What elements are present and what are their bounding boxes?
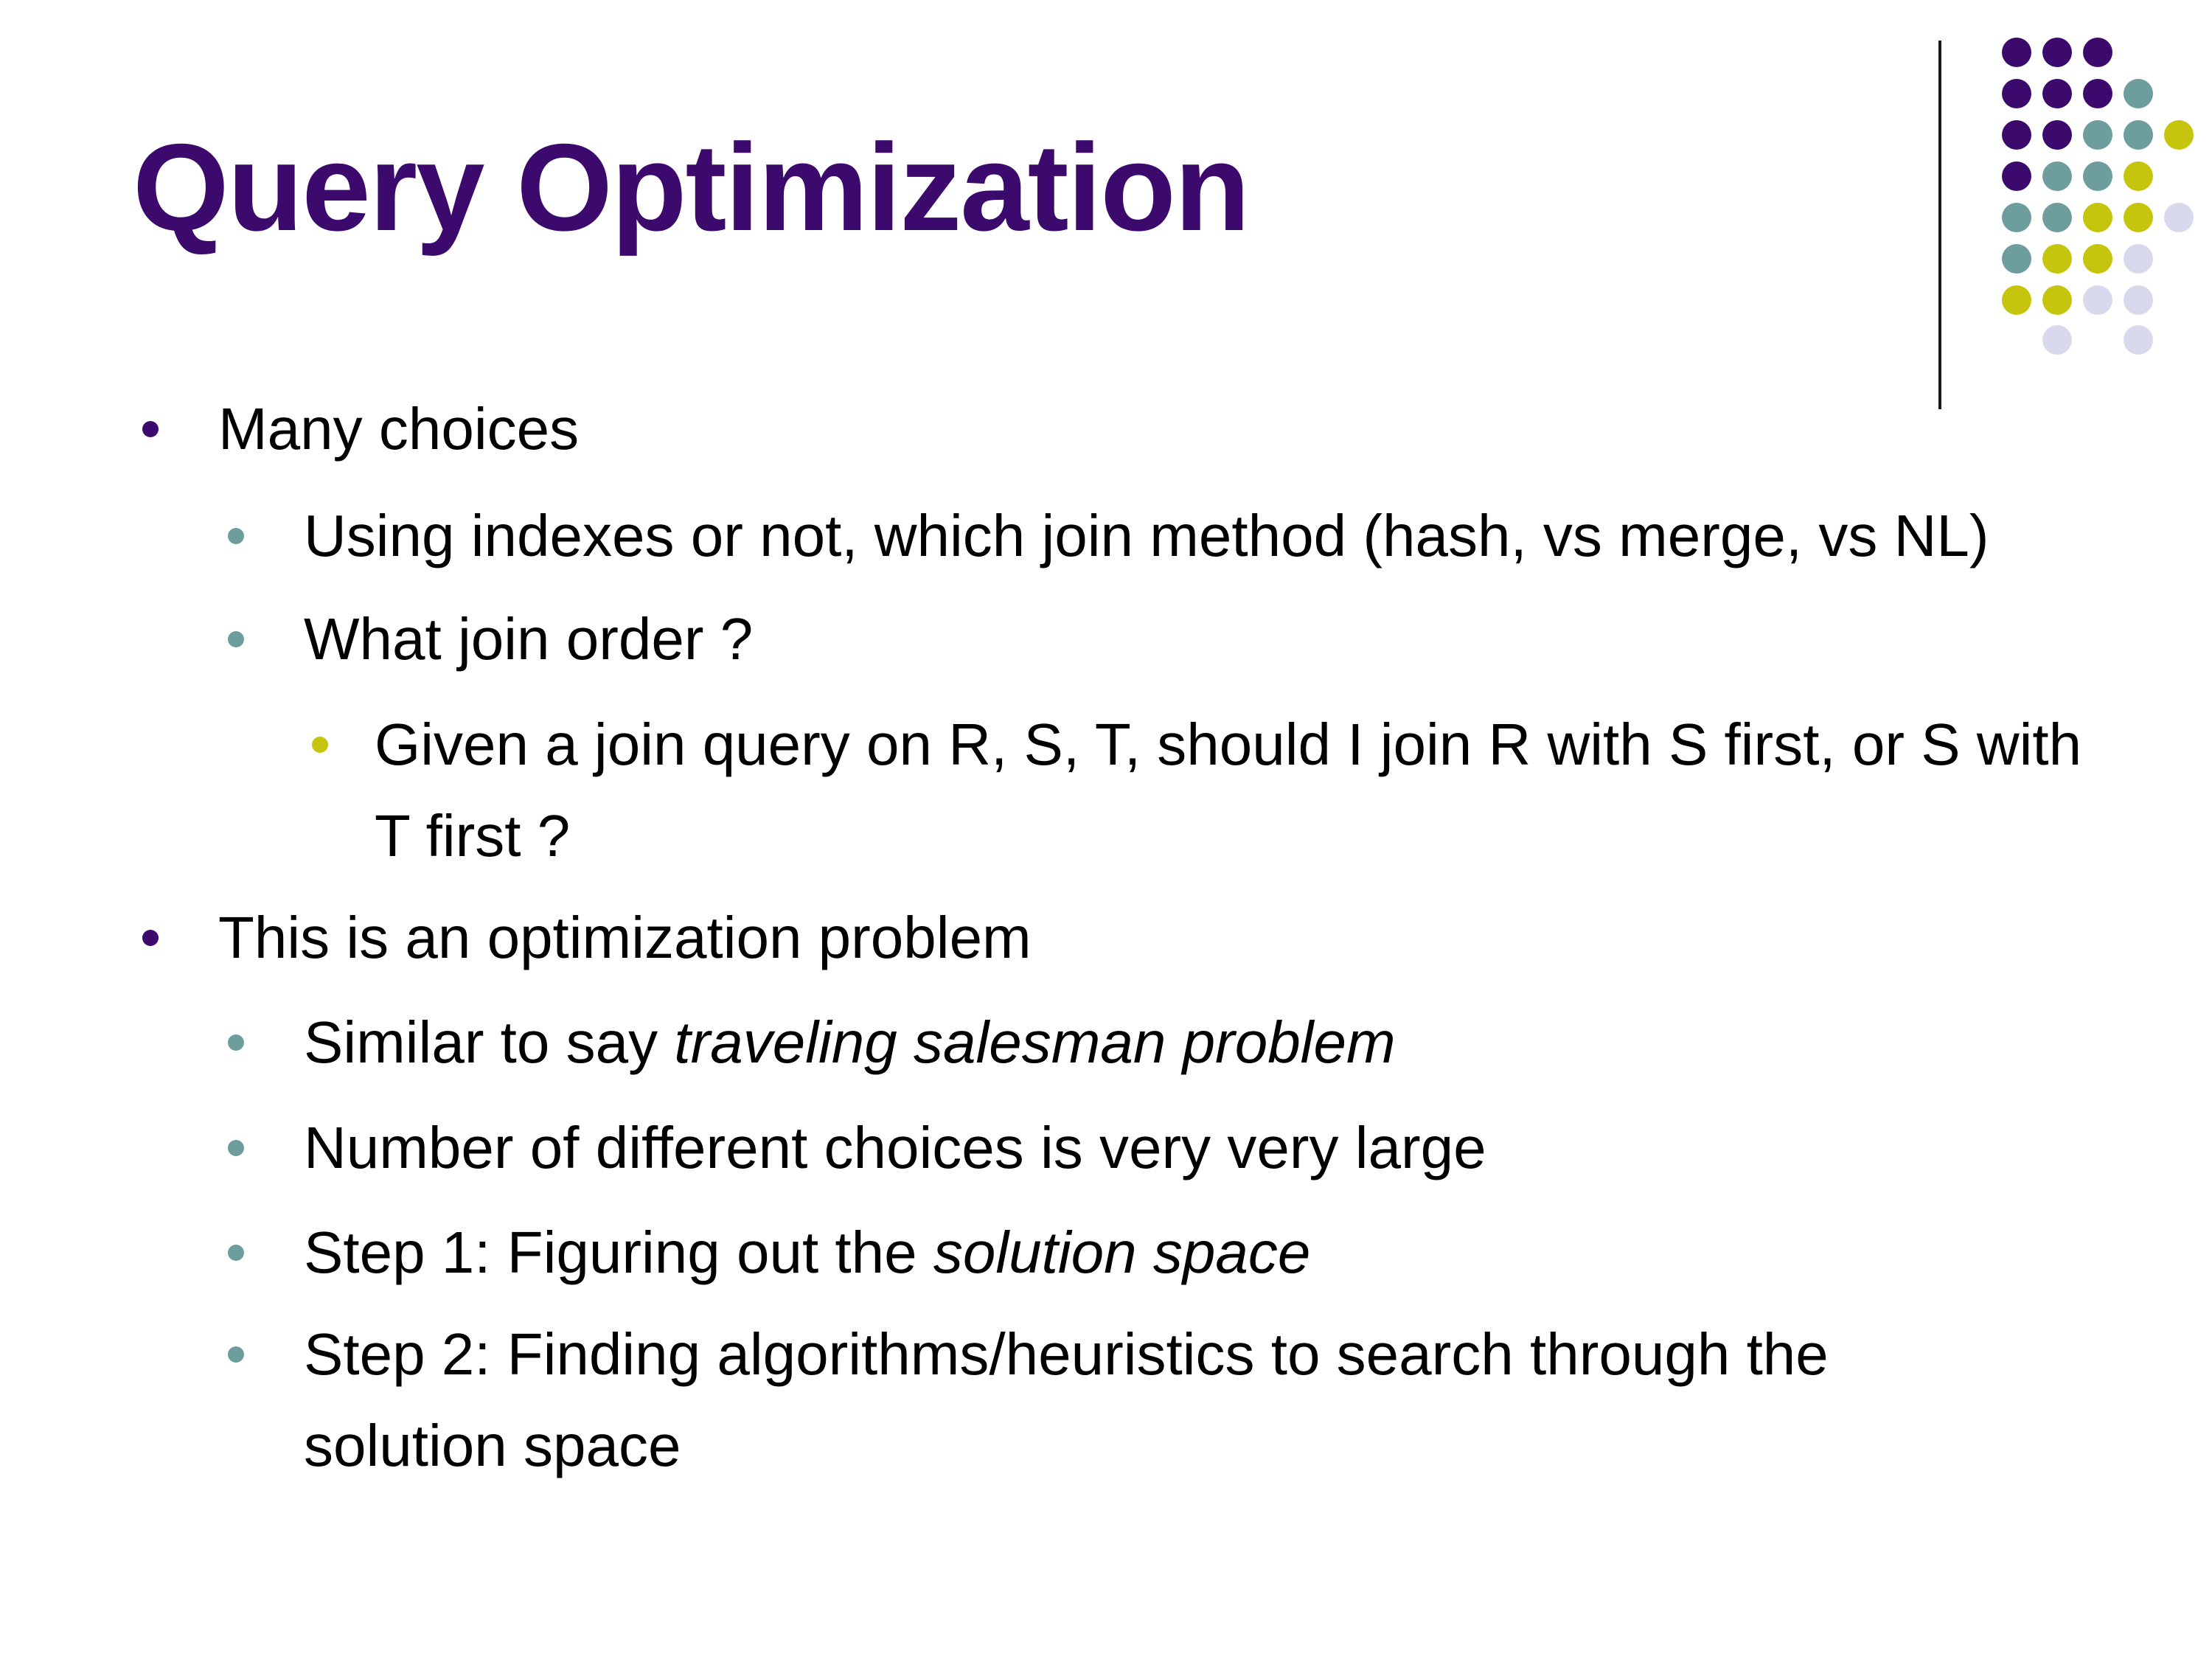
bullet-dot-icon xyxy=(312,737,328,753)
bullet-item-level-2 xyxy=(304,1207,2147,1298)
bullet-text-run: Step 1: Figuring out the xyxy=(304,1220,933,1285)
bullet-text-run: Given a join query on R, S, T, should I join R with S first, or S with T first ? xyxy=(375,712,2082,869)
bullet-text-run: This is an optimization problem xyxy=(218,905,1032,970)
bullet-item-level-2 xyxy=(304,490,2147,582)
bullet-item-level-2 xyxy=(304,594,2147,685)
bullet-text-run: Step 2: Finding algorithms/heuristics to search through the solution space xyxy=(304,1321,1829,1478)
bullet-dot-icon xyxy=(142,421,159,437)
bullet-text-italic: solution space xyxy=(933,1220,1311,1285)
bullet-dot-icon xyxy=(228,631,244,647)
bullet-text xyxy=(218,905,1032,970)
bullet-dot-icon xyxy=(228,1140,244,1156)
bullet-text xyxy=(375,712,2081,869)
slide-title: Query Optimization xyxy=(133,118,1249,257)
bullet-text-run: Many choices xyxy=(218,396,580,462)
bullet-dot-icon xyxy=(142,930,159,946)
bullet-dot-icon xyxy=(228,1346,244,1363)
bullet-text xyxy=(304,503,1989,568)
bullet-item-level-2 xyxy=(304,997,2147,1088)
bullet-text-run: Using indexes or not, which join method (hash, vs merge, vs NL) xyxy=(304,503,1989,568)
bullet-dot-icon xyxy=(228,1245,244,1261)
bullet-item-level-1 xyxy=(218,892,2106,984)
bullet-text xyxy=(304,1220,1310,1285)
bullet-item-level-2 xyxy=(304,1102,2147,1194)
bullet-dot-icon xyxy=(228,1034,244,1051)
bullet-text xyxy=(304,1009,1396,1075)
bullet-item-level-3 xyxy=(375,699,2093,882)
bullet-text-italic: traveling salesman problem xyxy=(674,1009,1396,1075)
bullet-dot-icon xyxy=(228,528,244,544)
bullet-text-run: Number of different choices is very very large xyxy=(304,1115,1486,1180)
bullet-text xyxy=(304,1115,1486,1180)
bullet-text xyxy=(218,396,579,462)
bullet-item-level-2 xyxy=(304,1309,2000,1492)
bullet-text-run: What join order ? xyxy=(304,606,754,672)
bullet-text-run: Similar to say xyxy=(304,1009,675,1075)
bullet-text xyxy=(304,1321,1829,1478)
bullet-item-level-1 xyxy=(218,383,2106,475)
bullet-text xyxy=(304,606,753,672)
